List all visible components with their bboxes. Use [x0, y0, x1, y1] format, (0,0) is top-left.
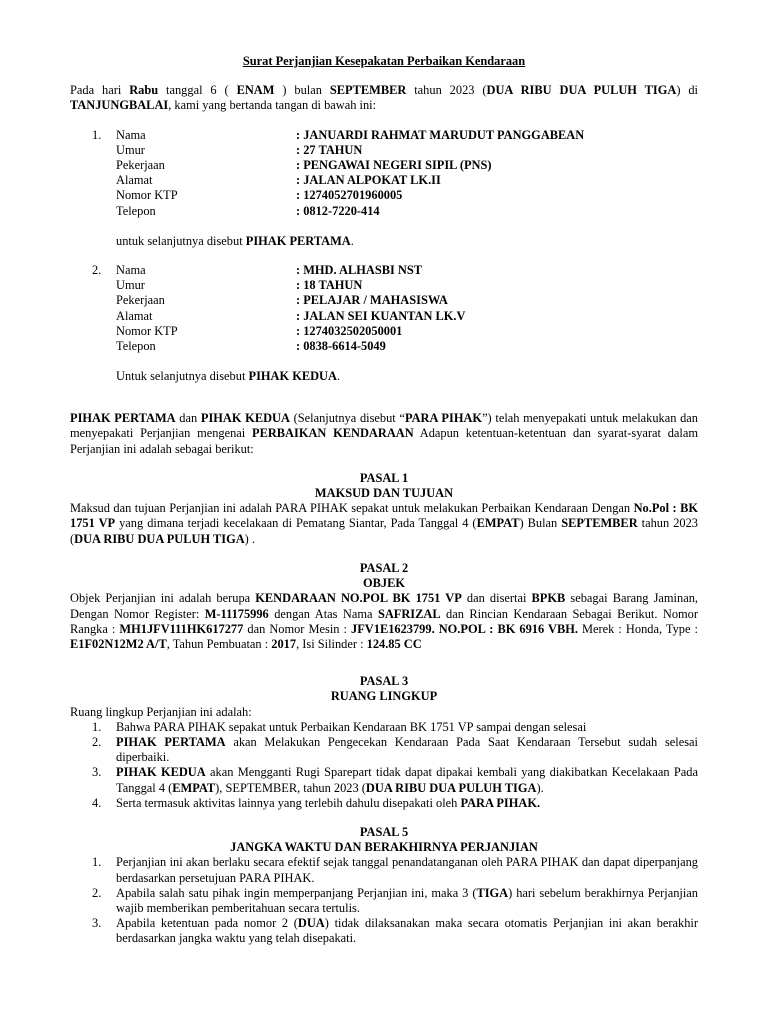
body-text: tahun 2023 (	[70, 516, 698, 546]
party-field-row	[70, 158, 698, 173]
field-label: Umur	[116, 142, 145, 157]
field-label: Nomor KTP	[116, 323, 178, 338]
agreement-parties: PARA PIHAK	[404, 411, 483, 426]
body-text: Merek : Honda, Type :	[577, 621, 698, 636]
body-text: sebagai Barang Jaminan, Dengan Nomor Register:	[70, 591, 698, 621]
field-label: Nomor KTP	[116, 188, 178, 203]
intro-day: Rabu	[129, 83, 159, 98]
party-field-row	[70, 173, 698, 188]
intro-date-word: ENAM	[236, 83, 275, 98]
field-label: Telepon	[116, 203, 156, 218]
item-text: Perjanjian ini akan berlaku secara efektif sejak tanggal penandatanganan oleh PARA PIHAK dan dapat diperpanjang berdasarkan persetujuan PARA PIHAK.	[116, 855, 698, 885]
field-value: : JALAN ALPOKAT LK.II	[296, 173, 441, 188]
party-field-row	[70, 339, 698, 354]
intro-text: tanggal 6 (	[158, 83, 237, 98]
agreement-text: (Selanjutnya disebut “	[289, 411, 405, 426]
month-word: SEPTEMBER	[561, 516, 638, 531]
field-value: : MHD. ALHASBI NST	[296, 262, 422, 277]
list-item	[70, 765, 698, 795]
pasal-3-intro: Ruang lingkup Perjanjian ini adalah:	[70, 704, 252, 719]
chassis-number: MH1JFV111HK617277	[119, 621, 244, 636]
field-label: Telepon	[116, 338, 156, 353]
pasal-5-section	[70, 825, 698, 947]
list-item	[70, 855, 698, 885]
designation-end: .	[350, 233, 354, 248]
field-value: : 1274052701960005	[296, 188, 403, 203]
pasal-3-heading: PASAL 3	[359, 674, 409, 689]
list-item	[70, 886, 698, 916]
item-bold: DUA	[297, 916, 325, 931]
list-number: 2.	[92, 885, 102, 900]
engine-number: JFV1E1623799. NO.POL : BK 6916 VBH.	[351, 621, 578, 636]
register-number: M-11175996	[204, 606, 269, 621]
party-field-row	[70, 293, 698, 308]
designation-text: untuk selanjutnya disebut	[116, 233, 246, 248]
field-value: : PENGAWAI NEGERI SIPIL (PNS)	[296, 157, 492, 172]
body-text: ) .	[244, 531, 255, 546]
bpkb-label: BPKB	[531, 591, 566, 606]
document-title: Surat Perjanjian Kesepakatan Perbaikan Kendaraan	[242, 54, 526, 68]
pasal-1-section	[70, 471, 698, 547]
item-text: akan Mengganti Rugi Sparepart tidak dapat dipakai kembali yang diakibatkan Kecelakaan Pada Tanggal 4 (	[116, 765, 698, 795]
party-number: 1.	[92, 127, 102, 142]
party-field-row	[70, 324, 698, 339]
list-item	[70, 796, 698, 811]
intro-year-word: DUA RIBU DUA PULUH TIGA	[486, 83, 677, 98]
party-field-row	[70, 309, 698, 324]
field-value: : 27 TAHUN	[296, 142, 363, 157]
list-item	[70, 916, 698, 946]
field-value: : PELAJAR / MAHASISWA	[296, 293, 448, 308]
body-text: dan Rincian Kendaraan Sebagai Berikut. Nomor Rangka :	[70, 606, 698, 636]
body-text: Maksud dan tujuan Perjanjian ini adalah PARA PIHAK sepakat untuk melakukan Perbaikan Kendaraan Dengan	[70, 501, 634, 516]
item-bold: DUA RIBU DUA PULUH TIGA	[365, 780, 537, 795]
field-label: Alamat	[116, 308, 153, 323]
year-word: DUA RIBU DUA PULUH TIGA	[74, 531, 245, 546]
agreement-text: Adapun ketentuan-ketentuan dan syarat-syarat dalam Perjanjian ini adalah sebagai berikut:	[70, 426, 698, 456]
party-field-row	[70, 263, 698, 278]
field-value: : 18 TAHUN	[296, 278, 363, 293]
party-designation	[70, 234, 698, 249]
designation-name: PIHAK PERTAMA	[245, 233, 351, 248]
field-label: Pekerjaan	[116, 293, 165, 308]
item-text: Serta termasuk aktivitas lainnya yang terlebih dahulu disepakati oleh	[116, 795, 461, 810]
pasal-1-heading: PASAL 1	[359, 470, 409, 485]
agreement-subject: PERBAIKAN KENDARAAN	[252, 426, 414, 441]
field-label: Nama	[116, 127, 146, 142]
agreement-text: dan	[175, 411, 201, 426]
party-number: 2.	[92, 262, 102, 277]
field-label: Pekerjaan	[116, 157, 165, 172]
agreement-first-party: PIHAK PERTAMA	[70, 411, 176, 426]
party-field-row	[70, 278, 698, 293]
item-text: Bahwa PARA PIHAK sepakat untuk Perbaikan Kendaraan BK 1751 VP sampai dengan selesai	[116, 719, 587, 734]
field-value: : 0812-7220-414	[296, 203, 380, 218]
body-text: , Isi Silinder :	[296, 636, 367, 651]
field-value: : 1274032502050001	[296, 323, 403, 338]
list-item	[70, 720, 698, 735]
list-item	[70, 735, 698, 765]
pasal-2-section	[70, 561, 698, 652]
party-first	[70, 128, 698, 249]
intro-text: ) bulan	[274, 83, 330, 98]
designation-name: PIHAK KEDUA	[248, 369, 337, 384]
item-text: ).	[536, 780, 544, 795]
party-field-row	[70, 143, 698, 158]
list-number: 3.	[92, 765, 102, 780]
item-text: Apabila salah satu pihak ingin memperpanjang Perjanjian ini, maka 3 (	[116, 885, 477, 900]
field-value: : 0838-6614-5049	[296, 338, 386, 353]
item-bold: PIHAK KEDUA	[116, 765, 206, 780]
owner-name: SAFRIZAL	[377, 606, 441, 621]
body-text: Objek Perjanjian ini adalah berupa	[70, 591, 256, 606]
field-label: Nama	[116, 262, 146, 277]
agreement-document	[70, 54, 698, 947]
pasal-2-heading: PASAL 2	[359, 560, 409, 575]
intro-text: Pada hari	[70, 83, 130, 98]
intro-text: ) di	[676, 83, 698, 98]
body-text: dan disertai	[461, 591, 532, 606]
pasal-3-list	[70, 720, 698, 811]
list-number: 3.	[92, 916, 102, 931]
field-label: Umur	[116, 278, 145, 293]
list-number: 1.	[92, 719, 102, 734]
party-field-row	[70, 188, 698, 203]
intro-paragraph	[70, 83, 698, 113]
item-text: ) hari sebelum berakhirnya Perjanjian wajib memberikan pemberitahuan secara tertulis.	[116, 885, 698, 915]
item-bold: TIGA	[476, 885, 509, 900]
item-text: ) tidak dilaksanakan maka secara otomatis Perjanjian ini akan berakhir berdasarkan jangka waktu yang telah disepakati.	[116, 916, 699, 946]
body-text: , Tahun Pembuatan :	[166, 636, 272, 651]
item-text: Apabila ketentuan pada nomor 2 (	[116, 916, 298, 931]
date-word: EMPAT	[476, 516, 520, 531]
pasal-1-subheading: MAKSUD DAN TUJUAN	[314, 486, 454, 501]
pasal-3-subheading: RUANG LINGKUP	[330, 689, 438, 704]
intro-text: tahun 2023 (	[406, 83, 487, 98]
engine-capacity: 124.85 CC	[366, 636, 422, 651]
pasal-5-subheading: JANGKA WAKTU DAN BERAKHIRNYA PERJANJIAN	[230, 840, 538, 855]
party-field-row	[70, 128, 698, 143]
item-bold: EMPAT	[172, 780, 216, 795]
pasal-1-body	[70, 501, 698, 547]
production-year: 2017	[271, 636, 297, 651]
vehicle-plate: KENDARAAN NO.POL BK 1751 VP	[255, 591, 462, 606]
body-text: ) Bulan	[519, 516, 562, 531]
pasal-2-body	[70, 591, 698, 652]
pasal-2-subheading: OBJEK	[363, 576, 405, 591]
party-second	[70, 263, 698, 384]
field-label: Alamat	[116, 173, 153, 188]
body-text: dengan Atas Nama	[268, 606, 378, 621]
designation-end: .	[336, 369, 341, 384]
field-value: : JANUARDI RAHMAT MARUDUT PANGGABEAN	[296, 127, 585, 142]
intro-city: TANJUNGBALAI	[70, 98, 169, 113]
agreement-text: ”) telah menyepakati untuk melakukan dan menyepakati Perjanjian mengenai	[70, 411, 698, 441]
intro-text: , kami yang bertanda tangan di bawah ini:	[168, 98, 377, 113]
designation-text: Untuk selanjutnya disebut	[116, 369, 249, 384]
list-number: 4.	[92, 795, 102, 810]
body-text: yang dimana terjadi kecelakaan di Pematang Siantar, Pada Tanggal 4 (	[115, 516, 477, 531]
vehicle-type: E1F02N12M2 A/T	[70, 636, 167, 651]
agreement-second-party: PIHAK KEDUA	[200, 411, 290, 426]
pasal-5-list	[70, 855, 698, 946]
pasal-5-heading: PASAL 5	[359, 824, 409, 839]
vehicle-plate: No.Pol : BK 1751 VP	[70, 501, 698, 531]
item-bold: PIHAK PERTAMA	[116, 734, 226, 749]
party-field-row	[70, 204, 698, 219]
pasal-3-section	[70, 674, 698, 811]
list-number: 2.	[92, 734, 102, 749]
list-number: 1.	[92, 855, 102, 870]
item-bold: PARA PIHAK.	[460, 795, 541, 810]
party-designation	[70, 369, 698, 384]
item-text: akan Melakukan Pengecekan Kendaraan Pada Saat Kendaraan Tersebut sudah selesai diperbaiki.	[116, 734, 698, 765]
agreement-paragraph	[70, 411, 698, 457]
item-text: ), SEPTEMBER, tahun 2023 (	[215, 780, 366, 795]
body-text: dan Nomor Mesin :	[243, 621, 352, 636]
field-value: : JALAN SEI KUANTAN LK.V	[296, 308, 466, 323]
intro-month: SEPTEMBER	[329, 83, 407, 98]
